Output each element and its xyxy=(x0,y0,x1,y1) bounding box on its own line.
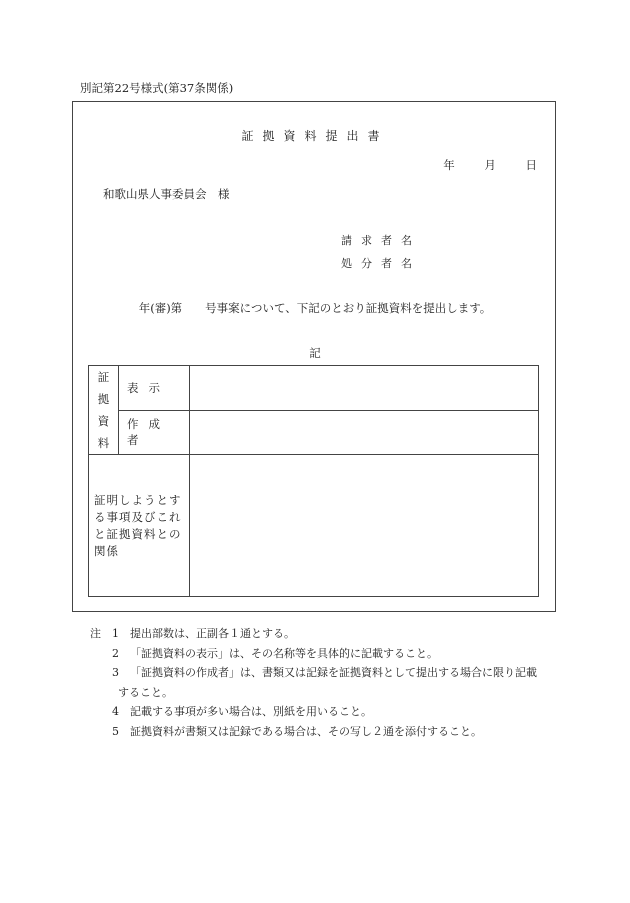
requester-label: 請求者名 xyxy=(341,234,421,247)
purpose-field[interactable] xyxy=(190,455,539,597)
date-line xyxy=(417,157,537,173)
record-label: 記 xyxy=(309,346,321,360)
form-frame xyxy=(72,101,556,612)
notes-prefix: 注 xyxy=(90,627,101,640)
display-field[interactable] xyxy=(190,366,539,411)
note-continuation: すること。 xyxy=(118,685,173,699)
respondent-label: 処分者名 xyxy=(341,257,421,270)
notes xyxy=(90,624,537,741)
note-item: 2 「証拠資料の表示」は、その名称等を具体的に記載すること。 xyxy=(112,646,438,660)
note-item: 注 1 提出部数は、正副各１通とする。 xyxy=(90,624,537,644)
addressee: 和歌山県人事委員会 様 xyxy=(103,187,230,201)
note-item: 3 「証拠資料の作成者」は、書類又は記録を証拠資料として提出する場合に限り記載 xyxy=(112,666,537,679)
creator-label: 作成者 xyxy=(119,410,190,455)
table-row-purpose xyxy=(89,455,539,597)
date-day: 日 xyxy=(525,158,537,172)
purpose-label: 証明しようとする事項及びこれと証拠資料との関係 xyxy=(89,455,190,597)
evidence-group-label: 証 拠 資 料 xyxy=(89,366,119,455)
evidence-table xyxy=(88,365,539,597)
note-item: 5 証拠資料が書類又は記録である場合は、その写し２通を添付すること。 xyxy=(112,724,482,738)
creator-field[interactable] xyxy=(190,410,539,455)
display-label: 表示 xyxy=(119,366,190,411)
date-month: 月 xyxy=(484,158,496,172)
table-row-display xyxy=(89,366,539,411)
document-title: 証拠資料提出書 xyxy=(241,129,389,143)
date-year: 年 xyxy=(443,158,455,172)
table-row-creator xyxy=(89,410,539,455)
note-item: 4 記載する事項が多い場合は、別紙を用いること。 xyxy=(112,705,372,718)
form-reference: 別記第22号様式(第37条関係) xyxy=(80,81,234,95)
submission-statement: 年(審)第 号事案について、下記のとおり証拠資料を提出します。 xyxy=(138,301,492,315)
